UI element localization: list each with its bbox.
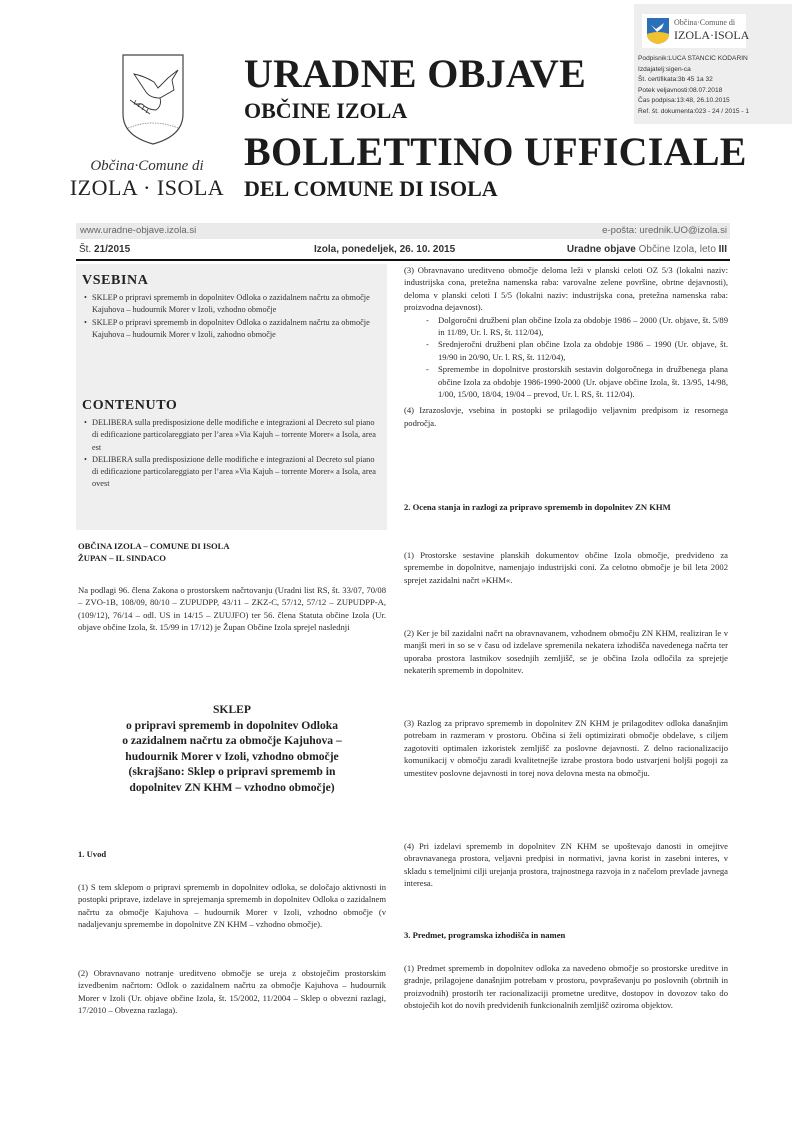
issue-number-value: 21/2015 — [94, 244, 131, 255]
paragraph-text: (4) Izrazoslovje, vsebina in postopki se prilagodijo veljavnim predpisom iz resornega področja. — [404, 405, 728, 428]
shield-logo-icon — [646, 17, 670, 45]
publication-rest: Občine Izola, leto — [638, 244, 716, 255]
signature-signer: Podpisnik:LUCA STANCIC KODARIN — [638, 55, 748, 62]
contents-item[interactable]: • DELIBERA sulla predisposizione delle modifiche e integrazioni al Decreto sul piano di edificazione particolareggiato per l’area »Via Kajuh – torrente Morer« a Isola, area ovest — [82, 454, 382, 491]
signature-certificate: Št. certifikata:3b 45 1a 32 — [638, 76, 713, 84]
section-1-heading: 1. Uvod — [78, 849, 107, 859]
contents-heading-it: CONTENUTO — [82, 398, 178, 413]
decision-title-line: (skrajšano: Sklep o pripravi sprememb in — [128, 765, 336, 779]
publication-info — [567, 244, 727, 255]
publication-name: Uradne objave — [566, 244, 636, 255]
issuer-line-1: OBČINA IZOLA – COMUNE DI ISOLA — [78, 541, 230, 551]
plan-list-item: - Srednjeročni družbeni plan občine Izola za obdobje 1986 – 1990 (Ur. objave, št. 19/90 in 20/90, Ur. l. RS, št. 112/04), — [404, 338, 728, 363]
decision-title-line: dopolnitev ZN KHM – vzhodno območje) — [129, 780, 335, 794]
section-1-paragraph-1 — [78, 881, 386, 931]
issue-prefix: Št. — [79, 244, 92, 255]
preamble-text: Na podlagi 96. člena Zakona o prostorskem načrtovanju (Uradni list RS, št. 33/07, 70/08 – ZVO-1B, 108/09, 80/10 – ZUPUDPP, 43/11 – ZKZ-C, 57/12, 57/12 – ZUPUDPP-A, (109/12), 76/14 – odl. US in 14/15 – ZUUJFO) ter 56. člena Statuta občine Izola (Ur. objave občine Izola, št. 15/99 in 17/12) je Župan Občine Izola sprejel naslednji — [78, 585, 386, 633]
website-link[interactable]: www.uradne-objave.izola.si — [80, 225, 197, 236]
decision-title-line: o zazidalnem načrtu za območje Kajuhova – — [122, 734, 342, 748]
contents-heading-sl: VSEBINA — [82, 273, 149, 288]
title-bollettino-ufficiale: BOLLETTINO UFFICIALE — [244, 129, 747, 174]
section-2-paragraph-4 — [404, 840, 728, 890]
signature-time: Čas podpisa:13:48, 26.10.2015 — [638, 97, 730, 105]
title-uradne-objave: URADNE OBJAVE — [244, 51, 587, 96]
issue-meta — [76, 244, 730, 258]
paragraph-text: (3) Razlog za pripravo sprememb in dopolnitev ZN KHM je prilagoditev odloka današnjim potrebam in razmeram v prostoru. Občina si želi optimizirati območje obdelave, s ciljem zagotoviti optimalen izkoristek zemljišč za poslovne dejavnosti. Z delno racionalizacijo komunikacij v območju zaradi kvalitetnejše izrabe prostora bodo ustvarjeni boljši pogoji za umestitev poslovne dejavnosti in torej nova delovna mesta na območju. — [404, 718, 728, 778]
paragraph-text: (2) Obravnavano notranje ureditveno območje se ureja z obstoječim prostorskim izvedbenim načrtom: Odlok o zazidalnem načrtu za območje Kajuhova – hudournik Morer v Izoli (Ur. objave občine Izola, št. 15/2002, 11/2004 – Sklep o obvezni razlagi, 17/2010 – Obvezna razlaga). — [78, 968, 386, 1016]
title-del-comune-di-isola: DEL COMUNE DI ISOLA — [244, 176, 498, 201]
contents-item[interactable]: • SKLEP o pripravi sprememb in dopolnitev Odloka o zazidalnem načrtu za območje Kajuhova – hudournik Morer v Izoli, vzhodno območje — [82, 292, 382, 317]
contents-item[interactable]: • SKLEP o pripravi sprememb in dopolnitev Odloka o zazidalnem načrtu za območje Kajuhova – hudournik Morer v Izoli, zahodno območje — [82, 317, 382, 342]
paragraph-text: (2) Ker je bil zazidalni načrt na obravnavanem, vzhodnem območju ZN KHM, realiziran le v manjši meri in so se v času od izdelave spremenila nekatera izhodišča navedenega načrta ter uporaba prostora lastnikov sosednjih zemljišč, se je občina Izola odločila za sprejetje nekaterih sprememb in dopolnitev. — [404, 628, 728, 676]
contents-item[interactable]: • DELIBERA sulla predisposizione delle modifiche e integrazioni al Decreto sul piano di edificazione particolareggiato per l’area »Via Kajuh – torrente Morer« a Isola, area est — [82, 417, 382, 454]
issue-number — [79, 244, 130, 255]
paragraph-text: (3) Obravnavano ureditveno območje deloma leži v planski celoti OZ 5/3 (lokalni naziv: industrijska cona, pretežna namenska raba: varovalne zelene površine, obrtne dejavnosti), deloma v planski celoti I 5/5 (lokalni naziv: industrijska cona, pretežna namenska raba: proizvodna dejavnost). — [404, 265, 728, 313]
section-2-paragraph-1 — [404, 549, 728, 586]
signature-logo-subtitle: Občina·Comune di — [674, 18, 736, 27]
signature-reference: Ref. št. dokumenta:023 - 24 / 2015 - 1 — [638, 107, 750, 115]
crest-municipality-name: IZOLA · ISOLA — [69, 175, 225, 200]
section-2-paragraph-2 — [404, 627, 728, 677]
section-1-paragraph-3 — [404, 264, 728, 429]
decision-title — [78, 702, 386, 796]
email-link[interactable]: e-pošta: urednik.UO@izola.si — [602, 225, 727, 236]
signature-details — [638, 54, 749, 118]
title-obcine-izola: OBČINE IZOLA — [244, 98, 408, 123]
paragraph-text: (1) Predmet sprememb in dopolnitev odloka za navedeno območje so prostorske ureditve in gradnje, prilagojene današnjim potrebam v prostoru, povpraševanju po poslovnih (obrtnih in proizvodnih) prostorih ter racionalizaciji prometne ureditve, dostopov in dovozov tako do obstoječih kot do novih predvidenih funkcionalnih zemljišč oziroma objektov. — [404, 963, 728, 1011]
digital-signature-box — [634, 4, 792, 124]
signature-validity: Potek veljavnosti:08.07.2018 — [638, 86, 723, 94]
section-3-heading: 3. Predmet, programska izhodišča in namen — [404, 930, 566, 940]
section-2-paragraph-3 — [404, 717, 728, 779]
dove-shield-icon — [120, 52, 186, 146]
decision-title-line: o pripravi sprememb in dopolnitev Odloka — [125, 718, 339, 732]
signature-logo-name: IZOLA·ISOLA — [674, 28, 750, 42]
signature-issuer: Izdajatelj:sigen-ca — [638, 65, 691, 73]
section-1-paragraph-2 — [78, 967, 386, 1017]
contact-strip — [76, 223, 730, 239]
section-3-paragraph-1 — [404, 962, 728, 1012]
section-2-heading: 2. Ocena stanja in razlogi za pripravo sprememb in dopolnitev ZN KHM — [404, 502, 671, 512]
decision-title-line: hudournik Morer v Izoli, vzhodno območje — [125, 749, 339, 763]
contents-slovene — [82, 273, 382, 341]
paragraph-text: (1) Prostorske sestavine planskih dokumentov občine Izola območje, predvideno za spremembe in dopolnitve, namenjajo industrijski coni. Za celotno območje je bil leta 2002 sprejet zazidalni načrt »KHM«. — [404, 550, 728, 585]
issue-date: Izola, ponedeljek, 26. 10. 2015 — [314, 244, 456, 255]
issuer-line-2: ŽUPAN – IL SINDACO — [78, 553, 166, 564]
signature-logo — [642, 14, 750, 48]
contents-box — [76, 264, 387, 530]
issuer-block — [78, 540, 386, 565]
paragraph-text: (4) Pri izdelavi sprememb in dopolnitev ZN KHM se upoštevajo danosti in omejitve obravnavanega prostora, veljavni predpisi in normativi, javna korist in zasebni interes, v skladu s temeljnimi cilji urejanja prostora, trajnostnega razvoja in z načelom prevlade javnega interesa. — [404, 841, 728, 889]
paragraph-text: (1) S tem sklepom o pripravi sprememb in dopolnitev odloka, se določajo aktivnosti in postopki priprave, izdelave in sprejemanja sprememb in dopolnitev Odloka o zazidalnem načrtu za območje Kajuhova – hudournik Morer v Izoli, vzhodno območje (v nadaljevanju spremembe in dopolnitve ZN KHM – vzhodno območje). — [78, 882, 386, 930]
plan-list-item: - Dolgoročni družbeni plan občine Izola za obdobje 1986 – 2000 (Ur. objave, št. 5/89 in 11/89, Ur. l. RS, št. 112/04), — [404, 314, 728, 339]
contents-italian — [82, 398, 382, 491]
publication-year: III — [718, 244, 727, 255]
plan-list-item: - Spremembe in dopolnitve prostorskih sestavin dolgoročnega in družbenega plana občine Izola za obdobje 1986-1990-2000 (Ur. objave občine Izola, št. 13/95, 14/98, 1/00, 15/00, 18/04, 19/04 – prevod, Ur. l. RS, št. 112/04). — [404, 363, 728, 400]
plan-list — [404, 314, 728, 401]
preamble — [78, 584, 386, 634]
crest-subtitle: Občina·Comune di — [90, 158, 204, 174]
header-divider — [76, 259, 730, 261]
decision-title-line: SKLEP — [212, 703, 251, 716]
